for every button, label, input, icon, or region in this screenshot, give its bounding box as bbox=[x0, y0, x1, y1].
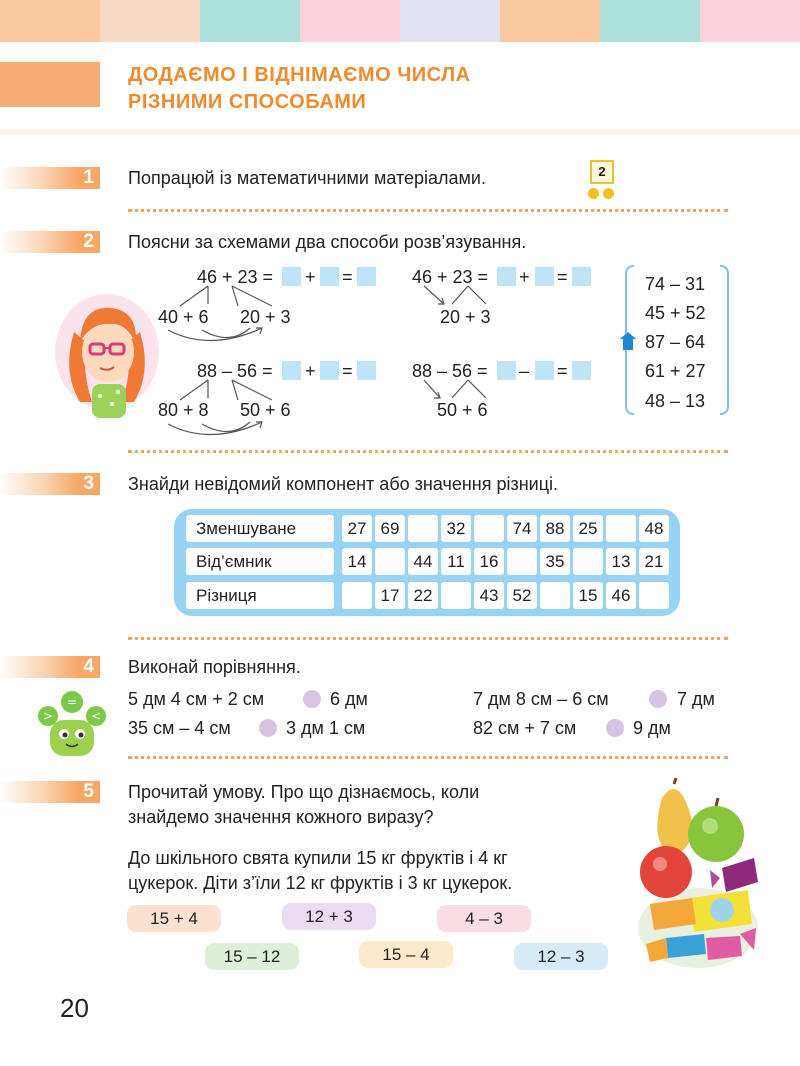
comparison-left-1-expr: 5 дм 4 см + 2 см bbox=[128, 689, 265, 709]
top-strip-2 bbox=[100, 0, 200, 42]
table-empty-cell[interactable] bbox=[474, 515, 504, 542]
page-title-line-1: ДОДАЄМО І ВІДНІМАЄМО ЧИСЛА bbox=[128, 64, 471, 86]
answer-box[interactable] bbox=[572, 361, 591, 380]
task-5-line-4: цукерок. Діти з’їли 12 кг фруктів і 3 кг цукерок. bbox=[128, 873, 513, 893]
answer-box[interactable] bbox=[535, 361, 554, 380]
scheme-d-equals: = bbox=[557, 361, 568, 381]
table-cell: 52 bbox=[507, 582, 537, 609]
task-5-line-2: знайдемо значення кожного виразу? bbox=[128, 807, 434, 827]
expression-pill: 15 + 4 bbox=[127, 905, 221, 932]
table-cell: 69 bbox=[375, 515, 405, 542]
comparison-right-1-value: 7 дм bbox=[677, 689, 715, 709]
scheme-c-part-1: 80 + 8 bbox=[158, 400, 209, 420]
table-cell: 74 bbox=[507, 515, 537, 542]
comparison-circle[interactable] bbox=[259, 719, 277, 737]
table-cell: 17 bbox=[375, 582, 405, 609]
top-strip-5 bbox=[400, 0, 500, 42]
top-strip-6 bbox=[500, 0, 600, 42]
scheme-b-part: 20 + 3 bbox=[440, 307, 491, 327]
difficulty-badge: 2 bbox=[590, 160, 614, 184]
expression-pill: 15 – 4 bbox=[359, 941, 453, 968]
task-4-number: 4 bbox=[0, 656, 100, 678]
table-empty-cell[interactable] bbox=[375, 548, 405, 575]
expression-pill: 15 – 12 bbox=[205, 943, 299, 970]
task-3-number: 3 bbox=[0, 473, 100, 495]
answer-box[interactable] bbox=[320, 361, 339, 380]
exercise-item: 87 – 64 bbox=[645, 332, 706, 352]
table-empty-cell[interactable] bbox=[540, 582, 570, 609]
scheme-b-plus: + bbox=[519, 267, 530, 287]
table-cell: 44 bbox=[408, 548, 438, 575]
table-empty-cell[interactable] bbox=[606, 515, 636, 542]
scheme-a-equals: = bbox=[342, 267, 353, 287]
exercise-item: 61 + 27 bbox=[645, 361, 706, 381]
comparison-left-1-value: 6 дм bbox=[330, 689, 368, 709]
girl-illustration bbox=[52, 292, 162, 422]
house-icon bbox=[619, 331, 637, 351]
difficulty-dot bbox=[588, 188, 599, 199]
svg-text:>: > bbox=[42, 709, 54, 723]
task-4-text: Виконай порівняння. bbox=[128, 657, 301, 677]
scheme-c-arrows bbox=[150, 378, 300, 448]
scheme-a-part-2: 20 + 3 bbox=[240, 307, 291, 327]
divider bbox=[128, 637, 728, 640]
scheme-d-arrows bbox=[410, 378, 510, 402]
divider bbox=[128, 209, 728, 212]
table-row-label: Від’ємник bbox=[186, 548, 334, 575]
table-cell: 21 bbox=[639, 548, 669, 575]
answer-box[interactable] bbox=[572, 267, 591, 286]
task-5-line-3: До шкільного свята купили 15 кг фруктів і 4 кг bbox=[128, 848, 508, 868]
task-5-line-1: Прочитай умову. Про що дізнаємось, коли bbox=[128, 782, 480, 802]
table-cell: 16 bbox=[474, 548, 504, 575]
comparison-right-2-expr: 82 см + 7 см bbox=[473, 718, 577, 738]
top-strip-3 bbox=[200, 0, 300, 42]
scheme-d-minus: – bbox=[519, 361, 530, 381]
difficulty-dot bbox=[603, 188, 614, 199]
comparison-left-2-value: 3 дм 1 см bbox=[286, 718, 366, 738]
scheme-c-equals: = bbox=[342, 361, 353, 381]
comparison-right-2-value: 9 дм bbox=[633, 718, 671, 738]
scheme-a-part-1: 40 + 6 bbox=[158, 307, 209, 327]
scheme-a-plus: + bbox=[305, 267, 316, 287]
fruits-candies-illustration bbox=[630, 778, 766, 974]
table-cell: 46 bbox=[606, 582, 636, 609]
expression-pill: 12 – 3 bbox=[514, 943, 608, 970]
answer-box[interactable] bbox=[320, 267, 339, 286]
svg-text:<: < bbox=[90, 709, 102, 723]
comparison-left-2-expr: 35 см – 4 см bbox=[128, 718, 231, 738]
scheme-d-expression: 88 – 56 = bbox=[412, 361, 488, 381]
creature-illustration bbox=[36, 688, 108, 760]
comparison-circle[interactable] bbox=[649, 690, 667, 708]
scheme-b-equals: = bbox=[557, 267, 568, 287]
table-empty-cell[interactable] bbox=[639, 582, 669, 609]
top-strip-8 bbox=[700, 0, 800, 42]
top-strip-7 bbox=[600, 0, 700, 42]
task-2-text: Поясни за схемами два способи розв’язування. bbox=[128, 232, 527, 252]
page-number: 20 bbox=[60, 993, 89, 1023]
table-cell: 25 bbox=[573, 515, 603, 542]
table-empty-cell[interactable] bbox=[342, 582, 372, 609]
table-cell: 48 bbox=[639, 515, 669, 542]
table-row-label: Зменшуване bbox=[186, 515, 334, 542]
table-cell: 22 bbox=[408, 582, 438, 609]
top-strip-1 bbox=[0, 0, 100, 42]
table-cell: 13 bbox=[606, 548, 636, 575]
task-2-number: 2 bbox=[0, 231, 100, 253]
task-1-number: 1 bbox=[0, 167, 100, 189]
title-accent-bar bbox=[0, 62, 100, 107]
exercise-item: 48 – 13 bbox=[645, 391, 706, 411]
table-cell: 43 bbox=[474, 582, 504, 609]
comparison-right-1-expr: 7 дм 8 см – 6 см bbox=[473, 689, 609, 709]
table-cell: 15 bbox=[573, 582, 603, 609]
expression-pill: 4 – 3 bbox=[437, 905, 531, 932]
task-5-number: 5 bbox=[0, 781, 100, 803]
scheme-b-expression: 46 + 23 = bbox=[412, 267, 489, 287]
scheme-a-expression: 46 + 23 = bbox=[197, 267, 274, 287]
answer-box[interactable] bbox=[357, 267, 376, 286]
table-cell: 88 bbox=[540, 515, 570, 542]
top-strip-4 bbox=[300, 0, 400, 42]
table-cell: 35 bbox=[540, 548, 570, 575]
divider bbox=[128, 450, 728, 453]
page-title bbox=[128, 62, 471, 116]
divider bbox=[128, 756, 728, 759]
scheme-b-arrows bbox=[410, 284, 510, 308]
comparison-circle[interactable] bbox=[606, 719, 624, 737]
table-cell: 32 bbox=[441, 515, 471, 542]
scheme-d-part: 50 + 6 bbox=[437, 400, 488, 420]
expression-pill: 12 + 3 bbox=[282, 903, 376, 930]
table-row-label: Різниця bbox=[186, 582, 334, 609]
exercise-item: 74 – 31 bbox=[645, 274, 706, 294]
table-cell: 11 bbox=[441, 548, 471, 575]
answer-box[interactable] bbox=[535, 267, 554, 286]
task-3-text: Знайди невідомий компонент або значення різниці. bbox=[128, 474, 559, 494]
exercise-item: 45 + 52 bbox=[645, 303, 706, 323]
scheme-c-part-2: 50 + 6 bbox=[240, 400, 291, 420]
comparison-circle[interactable] bbox=[303, 690, 321, 708]
scheme-c-expression: 88 – 56 = bbox=[197, 361, 273, 381]
title-underline bbox=[0, 129, 800, 135]
page-title-line-2: РІЗНИМИ СПОСОБАМИ bbox=[128, 91, 367, 113]
table-empty-cell[interactable] bbox=[441, 582, 471, 609]
scheme-a-arrows bbox=[150, 284, 300, 354]
table-empty-cell[interactable] bbox=[573, 548, 603, 575]
table-empty-cell[interactable] bbox=[408, 515, 438, 542]
table-cell: 14 bbox=[342, 548, 372, 575]
scheme-c-plus: + bbox=[305, 361, 316, 381]
svg-text:=: = bbox=[66, 695, 78, 709]
table-cell: 27 bbox=[342, 515, 372, 542]
answer-box[interactable] bbox=[357, 361, 376, 380]
table-empty-cell[interactable] bbox=[507, 548, 537, 575]
task-1-text: Попрацюй із математичними матеріалами. bbox=[128, 168, 486, 188]
